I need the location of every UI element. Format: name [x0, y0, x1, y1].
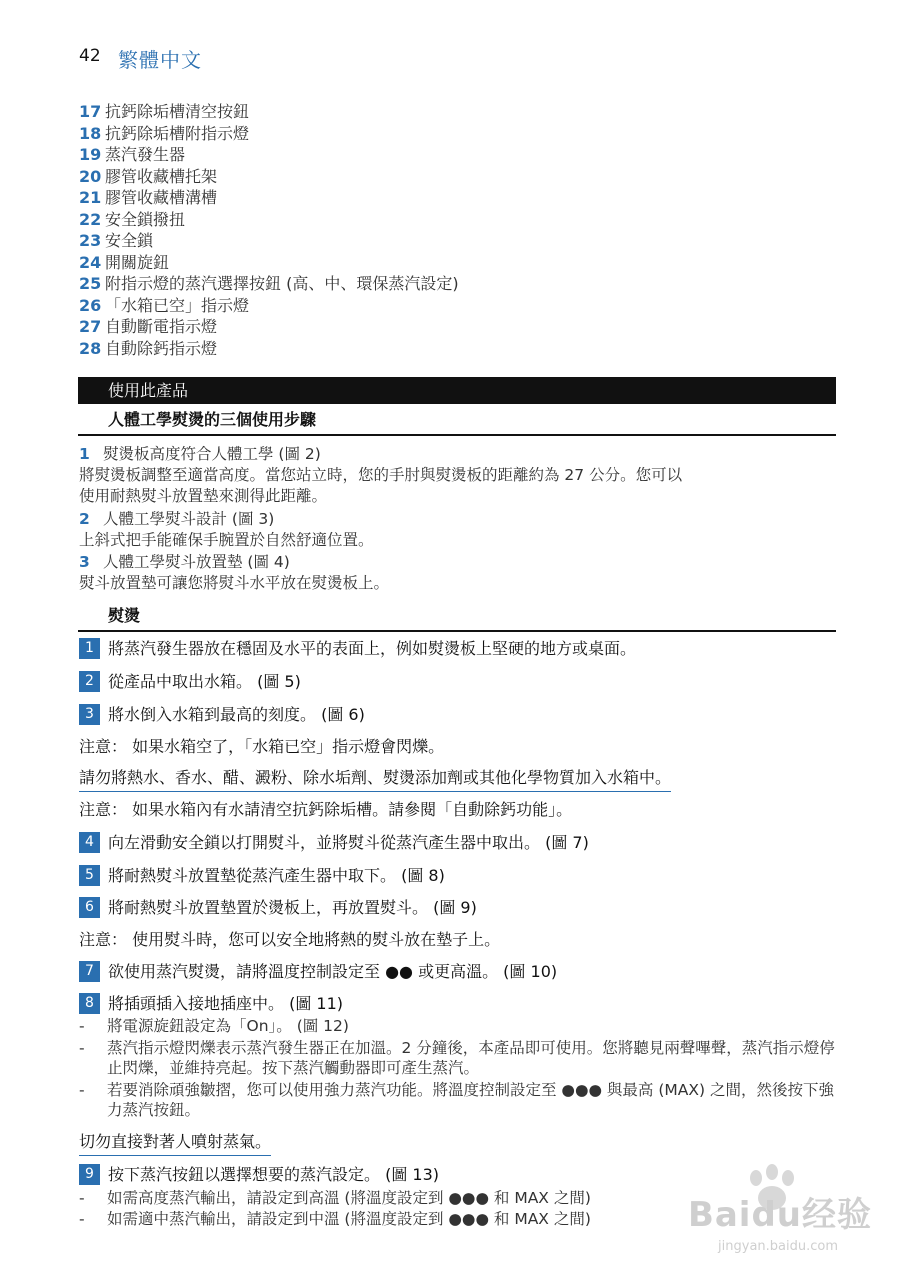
note: 注意： 如果水箱空了，「水箱已空」指示燈會閃爍。	[79, 737, 445, 756]
step-number-badge: 5	[79, 865, 100, 886]
list-item: - 若要消除頑強皺摺，您可以使用強力蒸汽功能。將溫度控制設定至 ●●● 與最高 (MAX) 之間，然後按下強力蒸汽按鈕。	[79, 1081, 834, 1119]
step-number-badge: 8	[79, 993, 100, 1014]
part-label: 膠管收藏槽溝槽	[105, 188, 218, 207]
section-title: 使用此產品	[78, 377, 836, 404]
step-number-badge: 3	[79, 704, 100, 725]
warning: 請勿將熱水、香水、醋、澱粉、除水垢劑、熨燙添加劑或其他化學物質加入水箱中。	[79, 767, 671, 792]
ergo-item-body: 上斜式把手能確保手腕置於自然舒適位置。	[79, 531, 374, 549]
part-label: 抗鈣除垢槽清空按鈕	[105, 102, 250, 121]
list-item	[79, 316, 217, 338]
part-label: 蒸汽發生器	[105, 145, 186, 164]
part-label: 自動斷電指示燈	[105, 317, 218, 336]
list-item	[79, 209, 185, 231]
step-5: 5 將耐熱熨斗放置墊從蒸汽產生器中取下。 (圖 8)	[79, 865, 445, 887]
list-item	[79, 338, 217, 360]
part-number: 21	[79, 188, 102, 207]
part-label: 安全鎖	[105, 231, 154, 250]
part-number: 23	[79, 231, 102, 250]
part-number: 18	[79, 123, 102, 143]
note: 注意： 使用熨斗時，您可以安全地將熱的熨斗放在墊子上。	[79, 930, 501, 949]
watermark-url: jingyan.baidu.com	[718, 1239, 838, 1254]
watermark-brand: Baidu经验	[687, 1195, 872, 1235]
list-item	[79, 187, 217, 209]
step-4: 4 向左滑動安全鎖以打開熨斗，並將熨斗從蒸汽產生器中取出。 (圖 7)	[79, 832, 589, 854]
subsection-title-ironing: 熨燙	[78, 604, 836, 632]
list-item	[79, 295, 249, 317]
part-number: 27	[79, 317, 102, 336]
part-number: 19	[79, 145, 102, 164]
ergo-item-body: 將熨燙板調整至適當高度。當您站立時，您的手肘與熨燙板的距離約為 27 公分。您可以	[79, 466, 683, 484]
part-number: 22	[79, 209, 102, 229]
page-number: 42	[79, 46, 101, 66]
step-7: 7 欲使用蒸汽熨燙，請將溫度控制設定至 ●● 或更高溫。 (圖 10)	[79, 961, 557, 983]
part-label: 「水箱已空」指示燈	[105, 295, 250, 315]
step-8: 8 將插頭插入接地插座中。 (圖 11)	[79, 993, 343, 1015]
list-item: - 如需高度蒸汽輸出，請設定到高溫 (將溫度設定到 ●●● 和 MAX 之間)	[79, 1189, 591, 1207]
step-9: 9 按下蒸汽按鈕以選擇想要的蒸汽設定。 (圖 13)	[79, 1164, 439, 1186]
list-item: - 將電源旋鈕設定為「On」。 (圖 12)	[79, 1017, 349, 1035]
ergo-item-body: 使用耐熱熨斗放置墊來測得此距離。	[79, 487, 328, 505]
subsection-title-ergonomic: 人體工學熨燙的三個使用步驟	[78, 408, 836, 436]
part-label: 開關旋鈕	[105, 252, 170, 272]
step-number-badge: 6	[79, 897, 100, 918]
part-number: 24	[79, 252, 102, 272]
part-label: 膠管收藏槽托架	[105, 166, 218, 186]
list-item	[79, 252, 169, 274]
step-3: 3 將水倒入水箱到最高的刻度。 (圖 6)	[79, 704, 365, 726]
part-label: 抗鈣除垢槽附指示燈	[105, 123, 250, 143]
step-number-badge: 7	[79, 961, 100, 982]
part-label: 自動除鈣指示燈	[105, 338, 218, 358]
list-item: - 如需適中蒸汽輸出，請設定到中溫 (將溫度設定到 ●●● 和 MAX 之間)	[79, 1210, 591, 1228]
step-number-badge: 1	[79, 638, 100, 659]
step-2: 2 從產品中取出水箱。 (圖 5)	[79, 671, 301, 693]
list-item	[79, 273, 459, 295]
step-6: 6 將耐熱熨斗放置墊置於燙板上，再放置熨斗。 (圖 9)	[79, 897, 477, 919]
warning: 切勿直接對著人噴射蒸氣。	[79, 1131, 271, 1156]
list-item	[79, 101, 249, 123]
ergo-item-head: 2 人體工學熨斗設計 (圖 3)	[79, 510, 275, 528]
part-number: 26	[79, 295, 102, 315]
part-number: 25	[79, 274, 102, 293]
part-number: 17	[79, 102, 102, 121]
step-number-badge: 2	[79, 671, 100, 692]
ergo-item-head: 3 人體工學熨斗放置墊 (圖 4)	[79, 553, 290, 571]
part-label: 附指示燈的蒸汽選擇按鈕 (高、中、環保蒸汽設定)	[105, 274, 459, 293]
part-number: 28	[79, 338, 102, 358]
list-item	[79, 166, 217, 188]
step-1: 1 將蒸汽發生器放在穩固及水平的表面上，例如熨燙板上堅硬的地方或桌面。	[79, 638, 636, 660]
list-item	[79, 230, 153, 252]
list-item: - 蒸汽指示燈閃爍表示蒸汽發生器正在加溫。2 分鐘後，本產品即可使用。您將聽見兩聲嗶聲，蒸汽指示燈停止閃爍，並維持亮起。按下蒸汽觸動器即可產生蒸汽。	[79, 1039, 835, 1077]
ergo-item-body: 熨斗放置墊可讓您將熨斗水平放在熨燙板上。	[79, 574, 390, 592]
list-item	[79, 123, 249, 145]
step-number-badge: 4	[79, 832, 100, 853]
note: 注意： 如果水箱內有水請清空抗鈣除垢槽。請參閱「自動除鈣功能」。	[79, 800, 573, 819]
part-label: 安全鎖撥扭	[105, 209, 186, 229]
list-item	[79, 144, 185, 166]
ergo-item-head: 1 熨燙板高度符合人體工學 (圖 2)	[79, 445, 321, 463]
part-number: 20	[79, 166, 102, 186]
page-language: 繁體中文	[118, 48, 202, 72]
step-number-badge: 9	[79, 1164, 100, 1185]
